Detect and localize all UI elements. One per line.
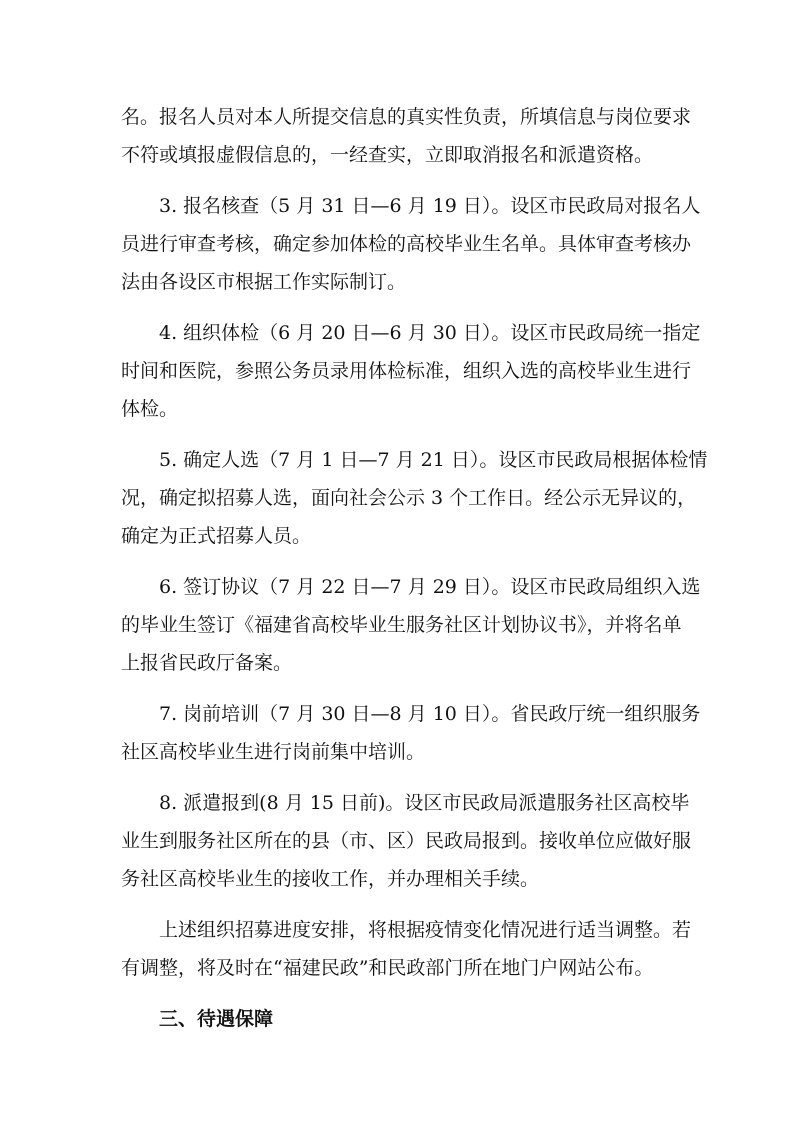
text-line: 上报省民政厅备案。: [121, 652, 293, 674]
paragraph-schedule-adjustment: [121, 911, 692, 987]
paragraph-step-3-registration-review: [121, 187, 701, 301]
paragraph-step-6-sign-agreement: [121, 568, 701, 682]
text-line: 6. 签订协议（7 月 22 日—7 月 29 日）。设区市民政局组织入选: [159, 576, 701, 598]
text-line: 3. 报名核查（5 月 31 日—6 月 19 日）。设区市民政局对报名人: [159, 195, 701, 217]
text-line: 5. 确定人选（7 月 1 日—7 月 21 日）。设区市民政局根据体检情: [159, 449, 708, 471]
text-line: 有调整，将及时在“福建民政”和民政部门所在地门户网站公布。: [121, 957, 654, 979]
document-body: [121, 98, 708, 1038]
text-line: 况，确定拟招募人选，面向社会公示 3 个工作日。经公示无异议的，: [121, 487, 697, 509]
text-line: 体检。: [121, 398, 179, 420]
paragraph-step-7-pre-job-training: [121, 695, 701, 771]
text-line: 时间和医院，参照公务员录用体检标准，组织入选的高校毕业生进行: [121, 360, 692, 382]
text-line: 社区高校毕业生进行岗前集中培训。: [121, 741, 426, 763]
paragraph-step-4-physical-exam: [121, 314, 701, 428]
text-line: 的毕业生签订《福建省高校毕业生服务社区计划协议书》，并将名单: [121, 614, 682, 636]
text-line: 法由各设区市根据工作实际制订。: [121, 271, 407, 293]
text-line: 8. 派遣报到(8 月 15 日前)。设区市民政局派遣服务社区高校毕: [159, 792, 690, 814]
text-line: 4. 组织体检（6 月 20 日—6 月 30 日）。设区市民政局统一指定: [159, 322, 701, 344]
text-line: 务社区高校毕业生的接收工作，并办理相关手续。: [121, 868, 540, 890]
paragraph-step-8-dispatch-report: [121, 784, 692, 898]
text-line: 员进行审查考核，确定参加体检的高校毕业生名单。具体审查考核办: [121, 233, 692, 255]
paragraph-step-5-confirm-candidates: [121, 441, 708, 555]
text-line: 名。报名人员对本人所提交信息的真实性负责，所填信息与岗位要求: [121, 106, 692, 128]
text-line: 不符或填报虚假信息的，一经查实，立即取消报名和派遣资格。: [121, 144, 654, 166]
text-line: 上述组织招募进度安排，将根据疫情变化情况进行适当调整。若: [159, 919, 692, 941]
text-line: 7. 岗前培训（7 月 30 日—8 月 10 日）。省民政厅统一组织服务: [159, 703, 701, 725]
paragraph-registration-continued: [121, 98, 692, 174]
text-line: 确定为正式招募人员。: [121, 525, 312, 547]
section-heading: 三、待遇保障: [159, 1008, 274, 1030]
text-line: 业生到服务社区所在的县（市、区）民政局报到。接收单位应做好服: [121, 830, 692, 852]
